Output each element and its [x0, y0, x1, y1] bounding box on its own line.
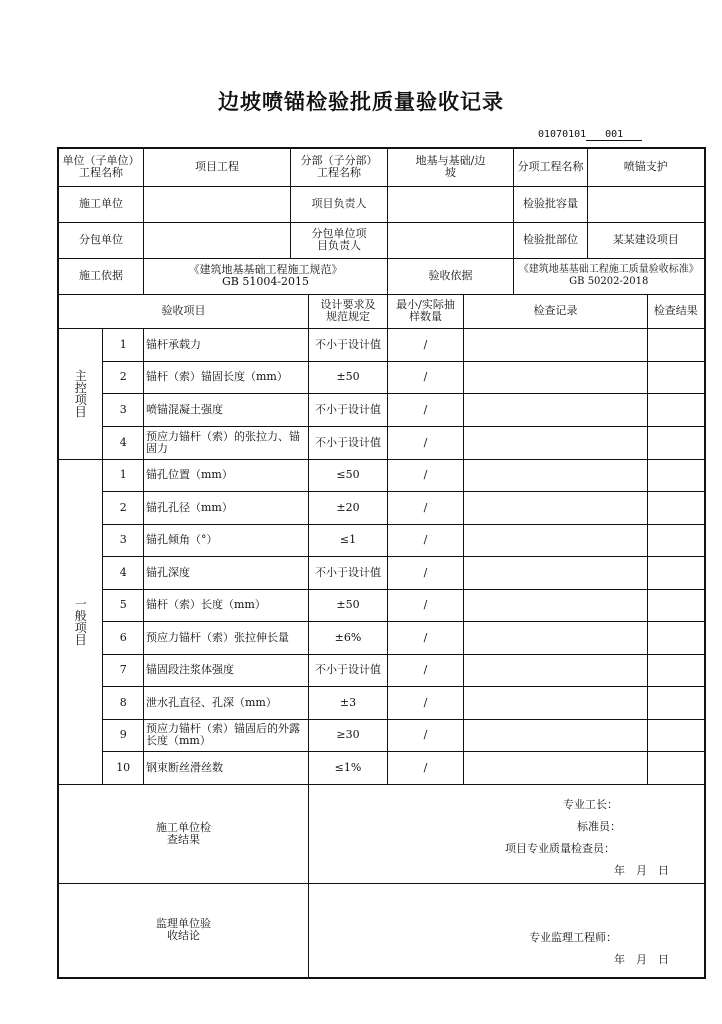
main-row-2 [58, 361, 705, 393]
item-result[interactable] [648, 654, 705, 686]
supervisor-check-row [58, 883, 705, 978]
subitem-value[interactable]: 喷锚支护 [588, 148, 705, 186]
location-label: 检验批部位 [514, 222, 588, 258]
item-record[interactable] [464, 751, 648, 784]
subcontractor-value[interactable] [144, 222, 291, 258]
division-label: 分部（子分部）工程名称 [291, 148, 388, 186]
general-row-10 [58, 751, 705, 784]
item-no: 2 [103, 361, 144, 393]
col-design: 设计要求及规范规定 [309, 294, 388, 328]
item-no: 8 [103, 686, 144, 719]
item-requirement: ≥30 [309, 719, 388, 751]
general-row-6 [58, 621, 705, 654]
contractor-value[interactable] [144, 186, 291, 222]
item-record[interactable] [464, 621, 648, 654]
main-row-1 [58, 328, 705, 361]
item-name: 钢束断丝滑丝数 [144, 751, 309, 784]
general-group-label: 一般项目 [58, 459, 103, 784]
item-result[interactable] [648, 719, 705, 751]
item-record[interactable] [464, 491, 648, 524]
contractor-check-area[interactable] [309, 784, 705, 883]
item-result[interactable] [648, 393, 705, 426]
contractor-label: 施工单位 [58, 186, 144, 222]
item-record[interactable] [464, 654, 648, 686]
contractor-check-label: 施工单位检查结果 [58, 784, 309, 883]
supervisor-check-area[interactable] [309, 883, 705, 978]
item-record[interactable] [464, 393, 648, 426]
item-result[interactable] [648, 524, 705, 556]
division-value[interactable]: 地基与基础/边坡 [388, 148, 514, 186]
item-record[interactable] [464, 328, 648, 361]
item-no: 4 [103, 426, 144, 459]
supervisor-date: 年 月 日 [614, 952, 669, 966]
item-result[interactable] [648, 686, 705, 719]
general-row-2 [58, 491, 705, 524]
item-no: 5 [103, 589, 144, 621]
subitem-label: 分项工程名称 [514, 148, 588, 186]
item-no: 10 [103, 751, 144, 784]
sub-pm-value[interactable] [388, 222, 514, 258]
col-sample: 最小/实际抽样数量 [388, 294, 464, 328]
item-name: 锚孔倾角（°） [144, 524, 309, 556]
item-name: 预应力锚杆（索）的张拉力、锚固力 [144, 426, 309, 459]
item-sample[interactable]: / [388, 556, 464, 589]
quality-inspector-label: 项目专业质量检查员： [505, 841, 615, 855]
code-number: 001 [586, 129, 642, 141]
page-title: 边坡喷锚检验批质量验收记录 [218, 90, 504, 114]
item-name: 预应力锚杆（索）张拉伸长量 [144, 621, 309, 654]
item-result[interactable] [648, 361, 705, 393]
item-result[interactable] [648, 621, 705, 654]
item-sample[interactable]: / [388, 654, 464, 686]
foreman-label: 专业工长： [563, 797, 618, 811]
item-requirement: ±3 [309, 686, 388, 719]
item-no: 1 [103, 328, 144, 361]
item-result[interactable] [648, 751, 705, 784]
acceptance-table [57, 147, 706, 979]
header-row-contractor [58, 186, 705, 222]
item-requirement: ≤1% [309, 751, 388, 784]
general-row-7 [58, 654, 705, 686]
item-record[interactable] [464, 524, 648, 556]
item-no: 2 [103, 491, 144, 524]
header-row-unit [58, 148, 705, 186]
main-row-3 [58, 393, 705, 426]
subcontractor-label: 分包单位 [58, 222, 144, 258]
sub-pm-label: 分包单位项目负责人 [291, 222, 388, 258]
standard-officer-label: 标准员： [577, 819, 621, 833]
item-name: 锚杆承载力 [144, 328, 309, 361]
item-name: 锚孔位置（mm） [144, 459, 309, 491]
item-requirement: ±20 [309, 491, 388, 524]
item-requirement: ±6% [309, 621, 388, 654]
pm-value[interactable] [388, 186, 514, 222]
item-result[interactable] [648, 589, 705, 621]
item-record[interactable] [464, 426, 648, 459]
item-name: 喷锚混凝土强度 [144, 393, 309, 426]
item-result[interactable] [648, 491, 705, 524]
general-row-1 [58, 459, 705, 491]
item-sample[interactable]: / [388, 459, 464, 491]
item-record[interactable] [464, 686, 648, 719]
item-no: 7 [103, 654, 144, 686]
item-name: 预应力锚杆（索）锚固后的外露长度（mm） [144, 719, 309, 751]
unit-value[interactable]: 项目工程 [144, 148, 291, 186]
item-requirement: 不小于设计值 [309, 556, 388, 589]
item-sample[interactable]: / [388, 393, 464, 426]
pm-label: 项目负责人 [291, 186, 388, 222]
item-record[interactable] [464, 361, 648, 393]
main-group-label: 主控项目 [58, 328, 103, 459]
item-sample[interactable]: / [388, 491, 464, 524]
item-requirement: 不小于设计值 [309, 654, 388, 686]
item-record[interactable] [464, 589, 648, 621]
col-item: 验收项目 [58, 294, 309, 328]
item-sample[interactable]: / [388, 686, 464, 719]
item-no: 4 [103, 556, 144, 589]
col-record: 检查记录 [464, 294, 648, 328]
item-requirement: 不小于设计值 [309, 328, 388, 361]
acceptance-basis-value[interactable]: 《建筑地基基础工程施工质量验收标准》GB 50202-2018 [514, 258, 705, 294]
basis-value[interactable]: 《建筑地基基础工程施工规范》GB 51004-2015 [144, 258, 388, 294]
capacity-value[interactable] [588, 186, 705, 222]
item-no: 9 [103, 719, 144, 751]
location-value[interactable]: 某某建设项目 [588, 222, 705, 258]
item-record[interactable] [464, 459, 648, 491]
column-header-row [58, 294, 705, 328]
item-record[interactable] [464, 556, 648, 589]
item-name: 锚固段注浆体强度 [144, 654, 309, 686]
general-row-3 [58, 524, 705, 556]
basis-label: 施工依据 [58, 258, 144, 294]
item-sample[interactable]: / [388, 589, 464, 621]
col-result: 检查结果 [648, 294, 705, 328]
item-sample[interactable]: / [388, 361, 464, 393]
item-sample[interactable]: / [388, 621, 464, 654]
item-requirement: 不小于设计值 [309, 426, 388, 459]
item-result[interactable] [648, 459, 705, 491]
header-row-subcontractor [58, 222, 705, 258]
supervising-engineer-label: 专业监理工程师： [529, 930, 617, 944]
item-requirement: ±50 [309, 361, 388, 393]
header-row-basis [58, 258, 705, 294]
item-sample[interactable]: / [388, 751, 464, 784]
item-sample[interactable]: / [388, 524, 464, 556]
item-sample[interactable]: / [388, 719, 464, 751]
record-code [538, 129, 656, 141]
item-sample[interactable]: / [388, 328, 464, 361]
item-result[interactable] [648, 328, 705, 361]
item-no: 3 [103, 524, 144, 556]
general-row-4 [58, 556, 705, 589]
item-record[interactable] [464, 719, 648, 751]
item-requirement: 不小于设计值 [309, 393, 388, 426]
code-prefix: 01070101 [538, 129, 587, 140]
contractor-check-row [58, 784, 705, 883]
item-name: 泄水孔直径、孔深（mm） [144, 686, 309, 719]
capacity-label: 检验批容量 [514, 186, 588, 222]
item-sample[interactable]: / [388, 426, 464, 459]
item-requirement: ≤50 [309, 459, 388, 491]
item-result[interactable] [648, 426, 705, 459]
supervisor-check-label: 监理单位验收结论 [58, 883, 309, 978]
item-result[interactable] [648, 556, 705, 589]
item-no: 6 [103, 621, 144, 654]
item-name: 锚杆（索）锚固长度（mm） [144, 361, 309, 393]
item-name: 锚孔深度 [144, 556, 309, 589]
general-row-5 [58, 589, 705, 621]
item-requirement: ±50 [309, 589, 388, 621]
item-no: 1 [103, 459, 144, 491]
general-row-8 [58, 686, 705, 719]
contractor-date: 年 月 日 [614, 863, 669, 877]
general-row-9 [58, 719, 705, 751]
item-name: 锚孔孔径（mm） [144, 491, 309, 524]
main-row-4 [58, 426, 705, 459]
unit-label: 单位（子单位）工程名称 [58, 148, 144, 186]
acceptance-basis-label: 验收依据 [388, 258, 514, 294]
item-name: 锚杆（索）长度（mm） [144, 589, 309, 621]
item-no: 3 [103, 393, 144, 426]
item-requirement: ≤1 [309, 524, 388, 556]
